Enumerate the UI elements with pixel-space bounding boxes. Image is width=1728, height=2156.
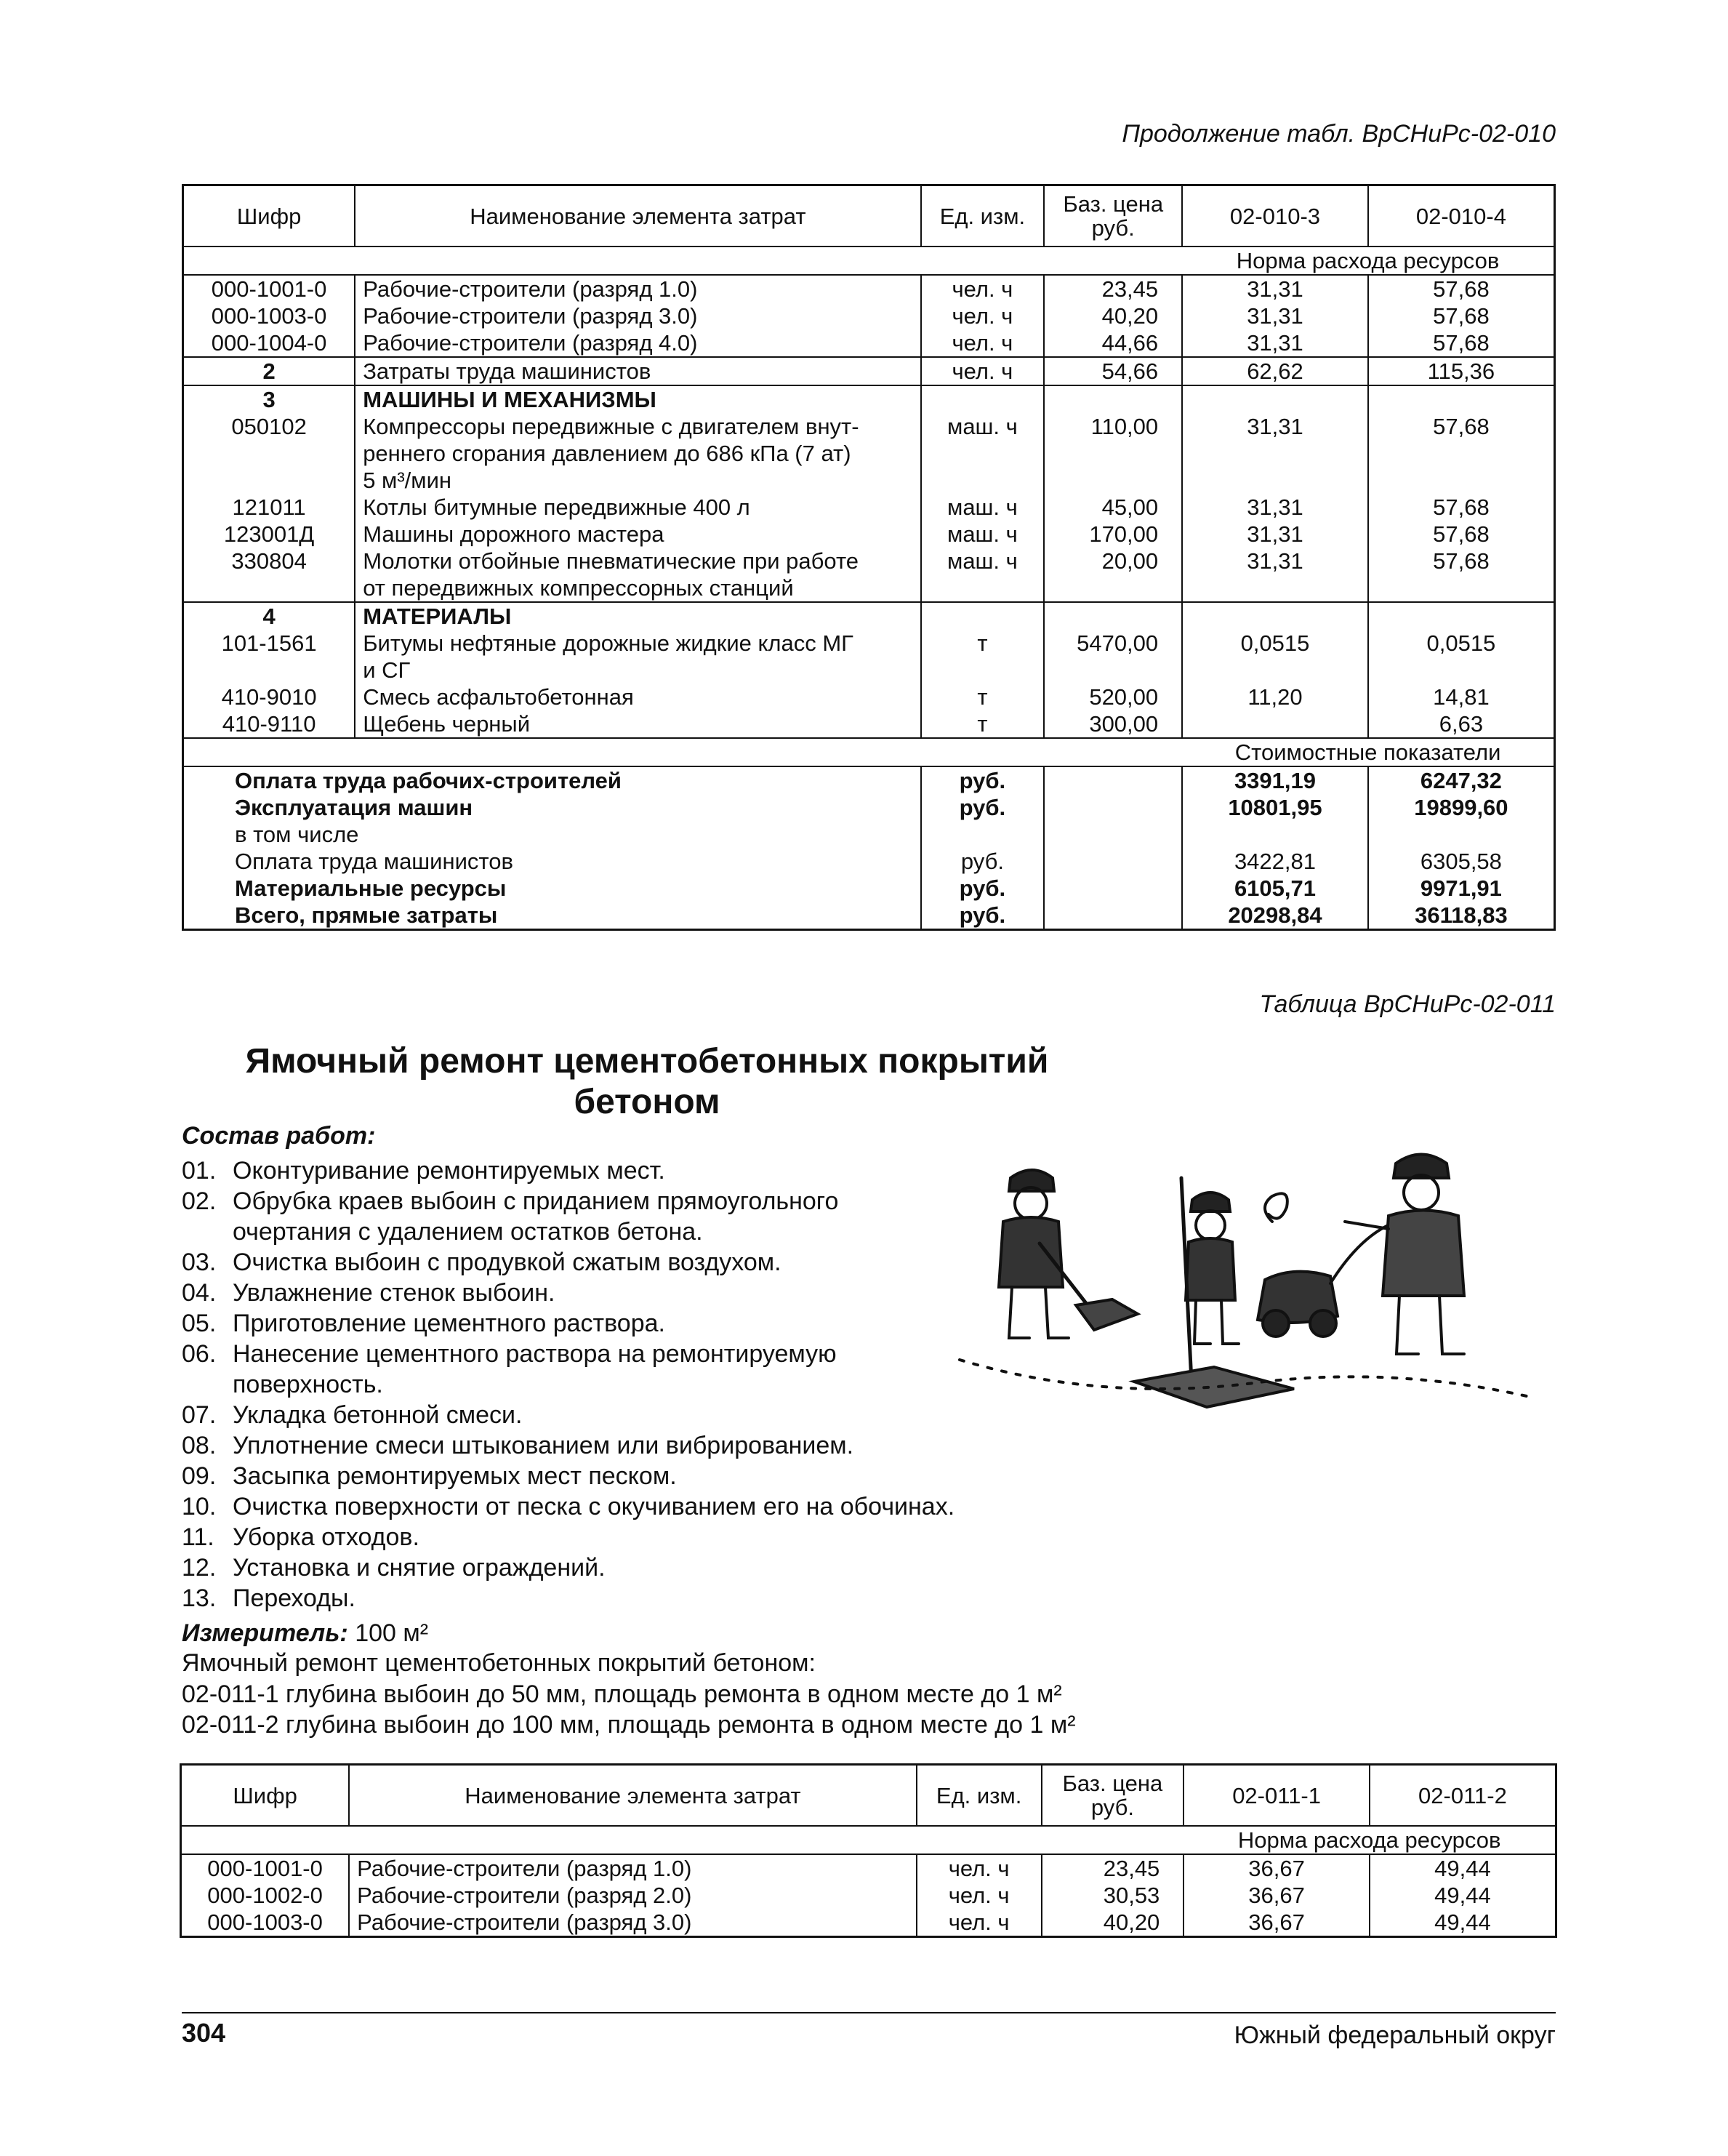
header-unit: Ед. изм. (921, 185, 1045, 247)
header-code: Шифр (181, 1765, 350, 1827)
list-item-number: 04. (182, 1279, 217, 1307)
list-item (182, 1430, 1163, 1461)
table-row: 410-9110 Щебень черный т 300,00 6,63 (183, 710, 1555, 738)
total-row: Эксплуатация машин руб. 10801,95 19899,60 (183, 794, 1555, 821)
list-item-number: 09. (182, 1462, 217, 1490)
list-item-text: Обрубка краев выбоин с приданием прямоугольного (233, 1187, 839, 1215)
works-heading: Состав работ: (182, 1122, 376, 1150)
list-item (182, 1491, 1163, 1522)
variants-intro: Ямочный ремонт цементобетонных покрытий бетоном: (182, 1649, 816, 1677)
list-item-text: Уплотнение смеси штыкованием или вибрированием. (233, 1432, 854, 1459)
list-item (182, 1583, 1163, 1614)
list-item-number: 07. (182, 1401, 217, 1429)
total-row: в том числе (183, 821, 1555, 848)
measure-line: Измеритель: 100 м² (182, 1619, 429, 1647)
table-caption: Таблица ВрСНиРс-02-011 (1259, 990, 1556, 1018)
table-row: 000-1004-0 Рабочие-строители (разряд 4.0) чел. ч 44,66 31,31 57,68 (183, 329, 1555, 357)
cost-label: Стоимостные показатели (1182, 738, 1554, 766)
list-item-text: Укладка бетонной смеси. (233, 1401, 523, 1429)
list-item-text: очертания с удалением остатков бетона. (233, 1218, 703, 1246)
table-row: 000-1003-0 Рабочие-строители (разряд 3.0) чел. ч 40,20 31,31 57,68 (183, 302, 1555, 329)
list-item-text: Очистка поверхности от песка с окучиванием его на обочинах. (233, 1493, 955, 1520)
table-row: 101-1561 Битумы нефтяные дорожные жидкие класс МГ и СГ т 5470,00 0,0515 0,0515 (183, 630, 1555, 684)
list-item-text: поверхность. (233, 1371, 383, 1398)
section-row-materials: 4 МАТЕРИАЛЫ (183, 602, 1555, 630)
list-item-number: 06. (182, 1340, 217, 1368)
list-item-text: Переходы. (233, 1584, 355, 1612)
list-item-number: 12. (182, 1554, 217, 1582)
table-row: 000-1001-0 Рабочие-строители (разряд 1.0) чел. ч 23,45 36,67 49,44 (181, 1854, 1556, 1882)
header-col-b: 02-011-2 (1370, 1765, 1556, 1827)
region-name: Южный федеральный округ (1234, 2021, 1556, 2049)
list-item-number: 02. (182, 1187, 217, 1215)
list-item-number: 10. (182, 1493, 217, 1520)
norm-label: Норма расхода ресурсов (1184, 1826, 1556, 1854)
list-item-number: 03. (182, 1249, 217, 1276)
total-row: Всего, прямые затраты руб. 20298,84 36118,83 (183, 902, 1555, 930)
list-item-text: Нанесение цементного раствора на ремонтируемую (233, 1340, 837, 1368)
table-row: 050102 Компрессоры передвижные с двигателем внут- реннего сгорания давлением до 686 кПа (7 ат) 5 м³/мин маш. ч 110,00 31,31 57,68 (183, 413, 1555, 494)
list-item-number: 13. (182, 1584, 217, 1612)
list-item (182, 1522, 1163, 1552)
header-name: Наименование элемента затрат (349, 1765, 917, 1827)
total-row: Оплата труда машинистов руб. 3422,81 6305,58 (183, 848, 1555, 875)
section-row-machines: 3 МАШИНЫ И МЕХАНИЗМЫ (183, 385, 1555, 413)
norm-row (181, 1826, 1556, 1854)
resource-table-02-011 (180, 1763, 1557, 1938)
variant-02-011-2: 02-011-2 глубина выбоин до 100 мм, площадь ремонта в одном месте до 1 м² (182, 1711, 1076, 1739)
list-item (182, 1552, 1163, 1583)
table-row: 410-9010 Смесь асфальтобетонная т 520,00 11,20 14,81 (183, 684, 1555, 710)
header-unit: Ед. изм. (917, 1765, 1042, 1827)
list-item-text: Приготовление цементного раствора. (233, 1310, 665, 1337)
header-col-a: 02-010-3 (1182, 185, 1368, 247)
total-row: Материальные ресурсы руб. 6105,71 9971,91 (183, 875, 1555, 902)
list-item-number: 11. (182, 1523, 214, 1551)
table-row-machinists: 2 Затраты труда машинистов чел. ч 54,66 62,62 115,36 (183, 357, 1555, 385)
norm-label: Норма расхода ресурсов (1182, 247, 1554, 275)
table-header-row (181, 1765, 1556, 1827)
footer-divider (182, 2012, 1556, 2013)
table-row: 121011 Котлы битумные передвижные 400 л маш. ч 45,00 31,31 57,68 (183, 494, 1555, 521)
page-number: 304 (182, 2018, 226, 2048)
header-col-a: 02-011-1 (1184, 1765, 1370, 1827)
list-item-text: Засыпка ремонтируемых мест песком. (233, 1462, 677, 1490)
worker-operator-figure (1345, 1155, 1464, 1355)
header-price: Баз. цена руб. (1042, 1765, 1184, 1827)
table-row: 000-1001-0 Рабочие-строители (разряд 1.0) чел. ч 23,45 31,31 57,68 (183, 275, 1555, 302)
total-row: Оплата труда рабочих-строителей руб. 3391,19 6247,32 (183, 766, 1555, 794)
section-title: Ямочный ремонт цементобетонных покрытий бетоном (245, 1042, 1049, 1121)
table-row: 330804 Молотки отбойные пневматические при работе от передвижных компрессорных станций маш. ч 20,00 31,31 57,68 (183, 548, 1555, 602)
norm-row (183, 247, 1555, 275)
header-name: Наименование элемента затрат (355, 185, 920, 247)
header-price: Баз. цена руб. (1044, 185, 1182, 247)
road-workers-illustration (952, 1149, 1534, 1411)
list-item-text: Уборка отходов. (233, 1523, 419, 1551)
cost-row (183, 738, 1555, 766)
list-item-text: Оконтуривание ремонтируемых мест. (233, 1157, 665, 1185)
table-row: 000-1003-0 Рабочие-строители (разряд 3.0) чел. ч 40,20 36,67 49,44 (181, 1909, 1556, 1937)
list-item-text: Очистка выбоин с продувкой сжатым воздухом. (233, 1249, 781, 1276)
resource-table-02-010 (182, 184, 1556, 931)
variant-02-011-1: 02-011-1 глубина выбоин до 50 мм, площадь ремонта в одном месте до 1 м² (182, 1680, 1062, 1708)
list-item-number: 05. (182, 1310, 217, 1337)
header-col-b: 02-010-4 (1368, 185, 1555, 247)
list-item-number: 08. (182, 1432, 217, 1459)
worker-shovel-figure (999, 1170, 1138, 1338)
list-item-number: 01. (182, 1157, 217, 1185)
table-row: 000-1002-0 Рабочие-строители (разряд 2.0) чел. ч 30,53 36,67 49,44 (181, 1882, 1556, 1909)
list-item-text: Увлажнение стенок выбоин. (233, 1279, 555, 1307)
table-row: 123001Д Машины дорожного мастера маш. ч 170,00 31,31 57,68 (183, 521, 1555, 548)
continuation-caption: Продолжение табл. ВрСНиРс-02-010 (1122, 120, 1556, 148)
table-header-row (183, 185, 1555, 247)
list-item-text: Установка и снятие ограждений. (233, 1554, 606, 1582)
header-code: Шифр (183, 185, 355, 247)
list-item (182, 1461, 1163, 1491)
